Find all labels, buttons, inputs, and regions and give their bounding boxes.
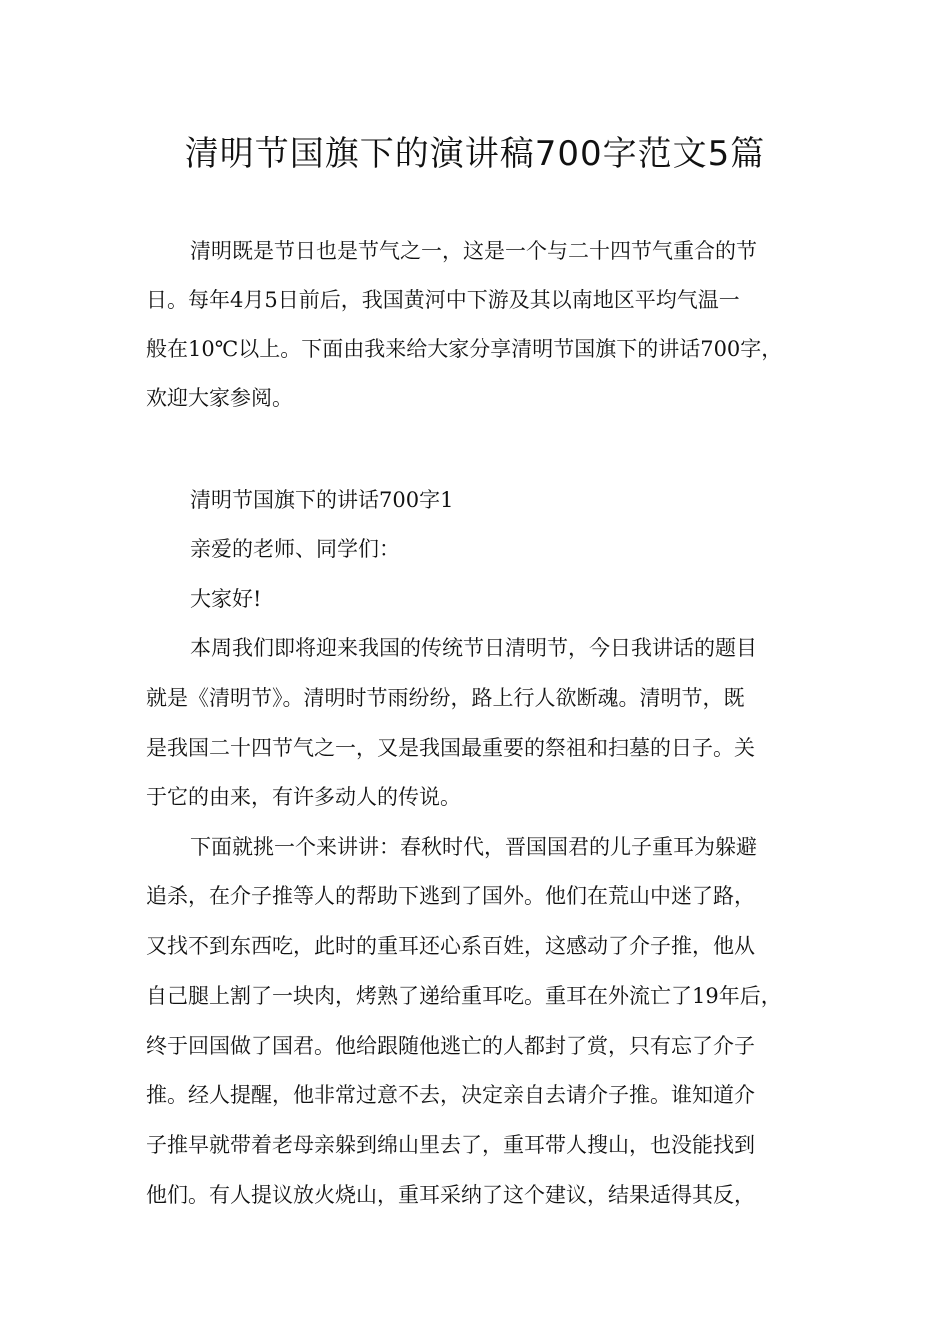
intro-line-4: 欢迎大家参阅。 xyxy=(146,386,293,410)
intro-line-3: 般在10℃以上。下面由我来给大家分享清明节国旗下的讲话700字， xyxy=(146,337,783,361)
body-line-7: 又找不到东西吃，此时的重耳还心系百姓，这感动了介子推，他从 xyxy=(146,934,755,958)
body-line-2: 就是《清明节》。清明时节雨纷纷，路上行人欲断魂。清明节，既 xyxy=(146,686,745,710)
body-line-5: 下面就挑一个来讲讲：春秋时代，晋国国君的儿子重耳为躲避 xyxy=(190,835,757,859)
body-line-3: 是我国二十四节气之一，又是我国最重要的祭祖和扫墓的日子。关 xyxy=(146,736,755,760)
body-line-12: 他们。有人提议放火烧山，重耳采纳了这个建议，结果适得其反， xyxy=(146,1183,755,1207)
body-line-11: 子推早就带着老母亲躲到绵山里去了，重耳带人搜山，也没能找到 xyxy=(146,1133,755,1157)
body-line-9: 终于回国做了国君。他给跟随他逃亡的人都封了赏，只有忘了介子 xyxy=(146,1034,755,1058)
salutation: 亲爱的老师、同学们： xyxy=(190,537,400,561)
body-line-1: 本周我们即将迎来我国的传统节日清明节，今日我讲话的题目 xyxy=(190,636,757,660)
body-line-6: 追杀，在介子推等人的帮助下逃到了国外。他们在荒山中迷了路， xyxy=(146,884,755,908)
document-title: 清明节国旗下的演讲稿700字范文5篇 xyxy=(184,134,766,174)
body-line-8: 自己腿上割了一块肉，烤熟了递给重耳吃。重耳在外流亡了19年后， xyxy=(146,984,782,1008)
intro-line-1: 清明既是节日也是节气之一，这是一个与二十四节气重合的节 xyxy=(190,239,757,263)
body-line-10: 推。经人提醒，他非常过意不去，决定亲自去请介子推。谁知道介 xyxy=(146,1083,755,1107)
intro-line-2: 日。每年4月5日前后，我国黄河中下游及其以南地区平均气温一 xyxy=(146,288,740,312)
section-heading: 清明节国旗下的讲话700字1 xyxy=(190,488,454,512)
body-line-4: 于它的由来，有许多动人的传说。 xyxy=(146,785,461,809)
greeting: 大家好! xyxy=(190,587,262,611)
